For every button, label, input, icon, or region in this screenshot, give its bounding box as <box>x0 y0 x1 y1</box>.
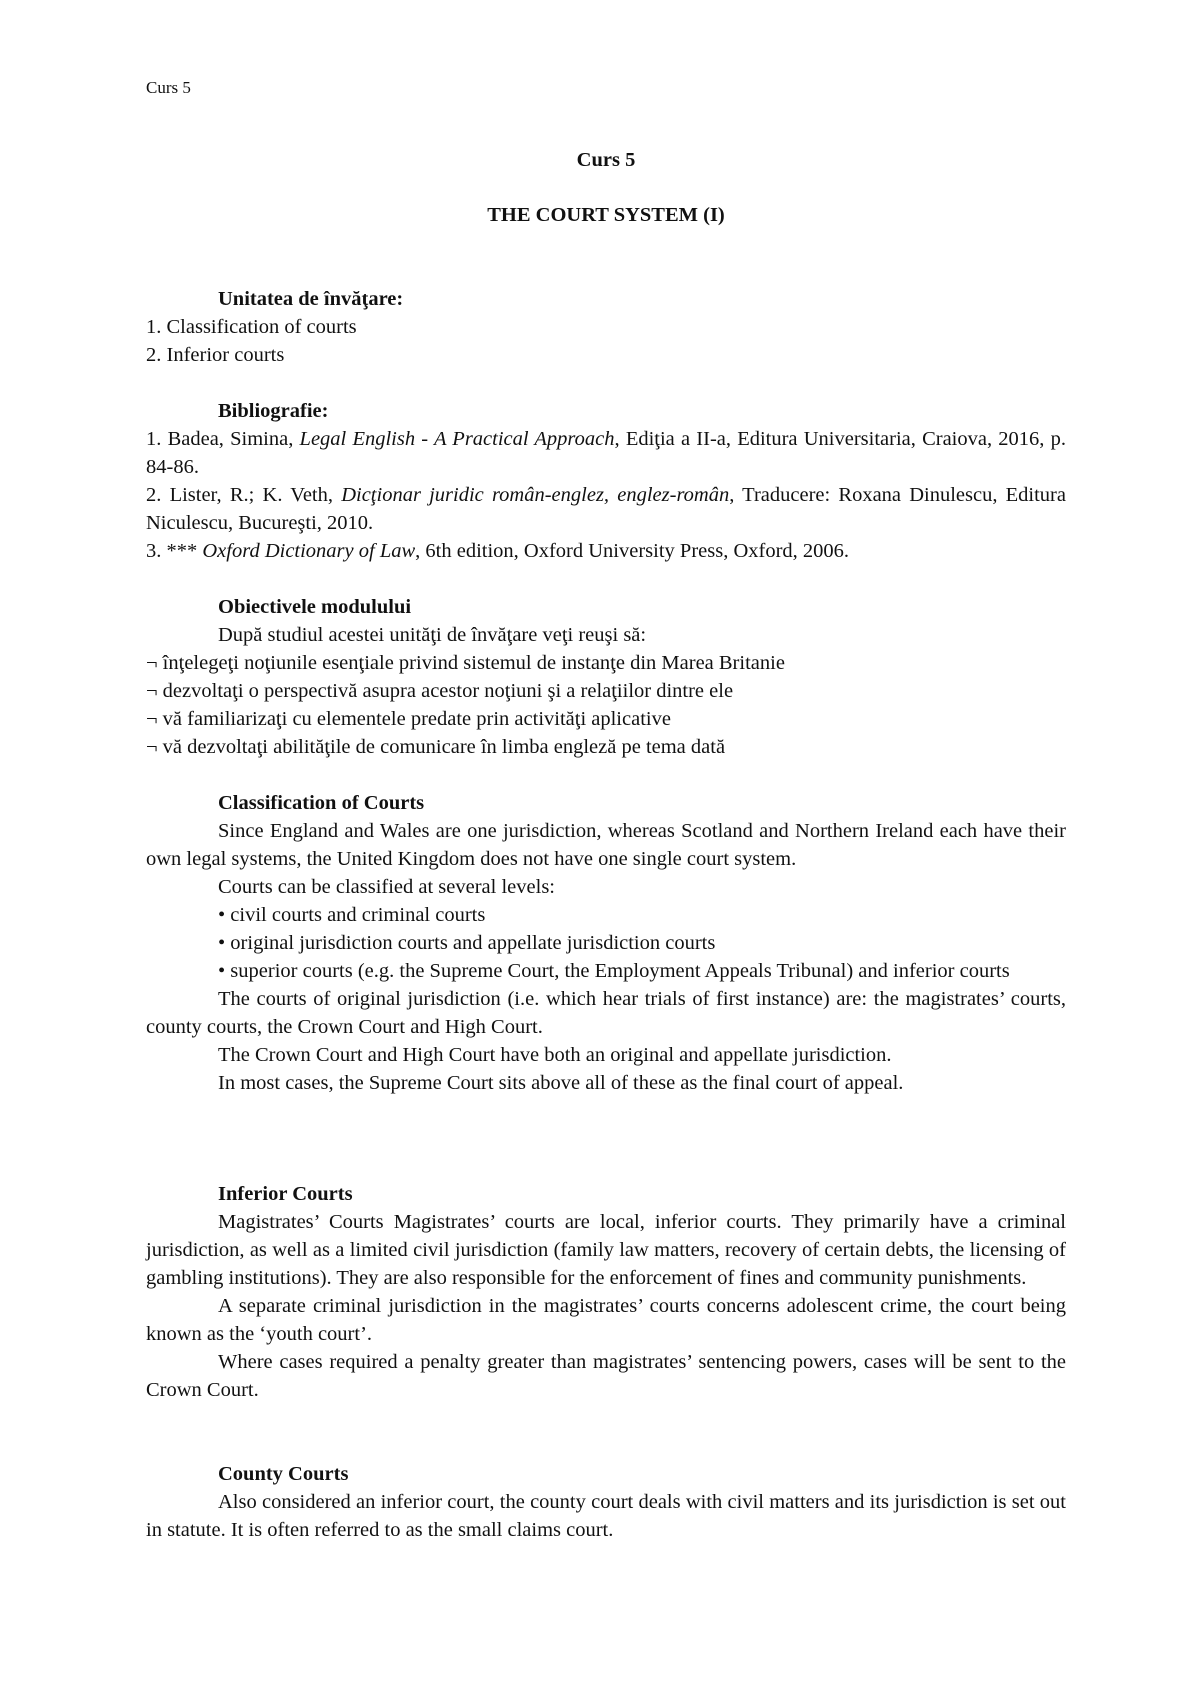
unit-section <box>146 285 1066 369</box>
unit-item: 1. Classification of courts <box>146 316 357 338</box>
paragraph: Magistrates’ Courts Magistrates’ courts are local, inferior courts. They primarily have a criminal jurisdiction, as well as a limited civil jurisdiction (family law matters, recovery of certain debts, the licensing of gambling institutions). They are also responsible for the enforcement of fines and community punishments. <box>146 1211 1066 1289</box>
county-courts-heading: County Courts <box>218 1463 349 1485</box>
objective-item: ¬ înţelegeţi noţiunile esenţiale privind sistemul de instanţe din Marea Britanie <box>146 652 785 674</box>
objectives-section <box>146 593 1066 761</box>
paragraph: Also considered an inferior court, the county court deals with civil matters and its jurisdiction is set out in statute. It is often referred to as the small claims court. <box>146 1491 1066 1541</box>
bibliography-entry: 1. Badea, Simina, Legal English - A Practical Approach, Ediţia a II-a, Editura Universitaria, Craiova, 2016, p. 84-86. <box>146 428 1066 478</box>
bibliography-section <box>146 397 1066 565</box>
unit-item: 2. Inferior courts <box>146 344 285 366</box>
bullet-item: • civil courts and criminal courts <box>218 904 486 926</box>
paragraph: A separate criminal jurisdiction in the magistrates’ courts concerns adolescent crime, the court being known as the ‘youth court’. <box>146 1295 1066 1345</box>
objective-item: ¬ dezvoltaţi o perspectivă asupra acestor noţiuni şi a relaţiilor dintre ele <box>146 680 734 702</box>
inferior-courts-heading: Inferior Courts <box>218 1183 353 1205</box>
objective-item: ¬ vă familiarizaţi cu elementele predate prin activităţi aplicative <box>146 708 671 730</box>
paragraph: The Crown Court and High Court have both an original and appellate jurisdiction. <box>218 1044 892 1066</box>
paragraph: Where cases required a penalty greater than magistrates’ sentencing powers, cases will be sent to the Crown Court. <box>146 1351 1066 1401</box>
paragraph: The courts of original jurisdiction (i.e. which hear trials of first instance) are: the magistrates’ courts, county courts, the Crown Court and High Court. <box>146 988 1066 1038</box>
inferior-courts-section <box>146 1180 1066 1404</box>
book-title: Legal English - A Practical Approach <box>299 428 615 450</box>
county-courts-section <box>146 1460 1066 1544</box>
course-title: Curs 5 <box>576 149 636 171</box>
book-title: Oxford Dictionary of Law <box>202 540 416 562</box>
bullet-item: • original jurisdiction courts and appellate jurisdiction courts <box>218 932 716 954</box>
objectives-intro: După studiul acestei unităţi de învăţare veţi reuşi să: <box>218 624 647 646</box>
paragraph: Since England and Wales are one jurisdiction, whereas Scotland and Northern Ireland each have their own legal systems, the United Kingdom does not have one single court system. <box>146 820 1066 870</box>
bibliography-entry: 3. *** Oxford Dictionary of Law, 6th edition, Oxford University Press, Oxford, 2006. <box>146 540 850 562</box>
objective-item: ¬ vă dezvoltaţi abilităţile de comunicare în limba engleză pe tema dată <box>146 736 726 758</box>
bibliography-heading: Bibliografie: <box>218 400 329 422</box>
classification-section <box>146 789 1066 1097</box>
classification-heading: Classification of Courts <box>218 792 425 814</box>
bullet-item: • superior courts (e.g. the Supreme Court, the Employment Appeals Tribunal) and inferior courts <box>218 960 1010 982</box>
objectives-heading: Obiectivele modulului <box>218 596 412 618</box>
unit-heading: Unitatea de învăţare: <box>218 288 404 310</box>
book-title: Dicţionar juridic român-englez, englez-român <box>341 484 730 506</box>
paragraph: Courts can be classified at several levels: <box>218 876 555 898</box>
bibliography-entry: 2. Lister, R.; K. Veth, Dicţionar juridic român-englez, englez-român, Traducere: Roxana Dinulescu, Editura Niculescu, Bucureşti, 2010. <box>146 484 1066 534</box>
running-header: Curs 5 <box>146 78 191 97</box>
page-title: THE COURT SYSTEM (I) <box>487 204 725 226</box>
paragraph: In most cases, the Supreme Court sits above all of these as the final court of appeal. <box>218 1072 904 1094</box>
